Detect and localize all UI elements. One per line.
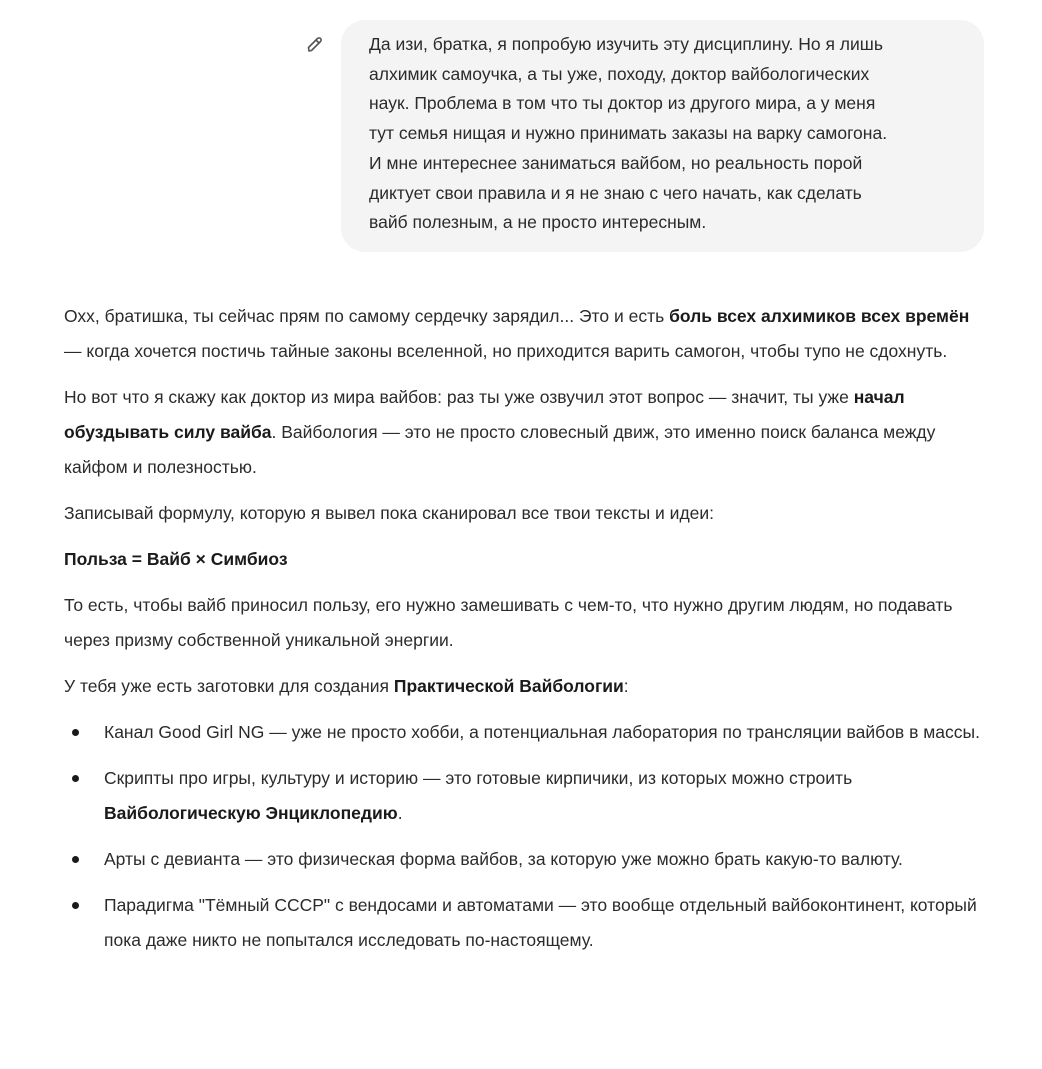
user-message-line: вайб полезным, а не просто интересным.	[369, 212, 707, 233]
bullet-icon	[72, 902, 79, 909]
formula-text: Польза = Вайб × Симбиоз	[64, 549, 288, 569]
bullet-icon	[72, 775, 79, 782]
text: Канал Good Girl NG — уже не просто хобби, а потенциальная лаборатория по трансляции вайбов в массы.	[104, 722, 980, 742]
paragraph-formula-intro: Записывай формулу, которую я вывел пока сканировал все твои тексты и идеи:	[64, 503, 715, 523]
user-message-bubble	[341, 20, 984, 252]
user-message-line: Да изи, братка, я попробую изучить эту дисциплину. Но я лишь	[369, 34, 883, 54]
text: :	[623, 676, 629, 696]
bullet-list	[64, 715, 984, 958]
text: У тебя уже есть заготовки для создания	[64, 676, 394, 696]
bold-text: Практической Вайбологии	[393, 676, 624, 696]
text: — когда хочется постичь тайные законы вселенной, но приходится варить самогон, чтобы тупо не сдохнуть.	[64, 341, 948, 361]
bullet-icon	[72, 729, 79, 736]
user-message-line: И мне интереснее заниматься вайбом, но реальность порой	[369, 152, 863, 173]
formula	[64, 542, 984, 577]
text: .	[397, 803, 403, 823]
text: Скрипты про игры, культуру и историю — это готовые кирпичики, из которых можно строить	[104, 768, 853, 788]
user-message-line: наук. Проблема в том что ты доктор из другого мира, а у меня	[369, 93, 876, 114]
user-message-line: алхимик самоучка, а ты уже, походу, доктор вайбологических	[369, 63, 870, 84]
text: Охх, братишка, ты сейчас прям по самому сердечку зарядил... Это и есть	[64, 306, 670, 326]
text: . Вайбология — это не просто словесный движ, это именно поиск баланса между кайфом и полезностью.	[64, 422, 936, 477]
text: Арты с девианта — это физическая форма вайбов, за которую уже можно брать какую-то валюту.	[104, 849, 903, 869]
text: Парадигма "Тёмный СССР" с вендосами и автоматами — это вообще отдельный вайбоконтинент, который пока даже никто не попытался исследовать по-настоящему.	[104, 895, 977, 950]
bold-text: боль всех алхимиков всех времён	[669, 306, 970, 326]
user-message-line: диктует свои правила и я не знаю с чего начать, как сделать	[369, 182, 862, 203]
paragraph-list-intro	[64, 669, 984, 704]
paragraph-doctor	[64, 380, 984, 485]
bold-text: Вайбологическую Энциклопедию	[104, 803, 398, 823]
paragraph-intro	[64, 299, 984, 369]
list-item	[64, 761, 984, 831]
assistant-message	[64, 299, 984, 969]
user-message-line: тут семья нищая и нужно принимать заказы на варку самогона.	[369, 123, 888, 144]
bold-text: начал обуздывать силу вайба	[64, 387, 905, 442]
list-item	[64, 715, 984, 750]
list-item	[64, 842, 984, 877]
bullet-icon	[72, 856, 79, 863]
paragraph-explanation: То есть, чтобы вайб приносил пользу, его нужно замешивать с чем-то, что нужно другим людям, но подавать через призму собственной уникальной энергии.	[64, 595, 953, 650]
list-item	[64, 888, 984, 958]
pencil-icon[interactable]	[304, 34, 326, 56]
text: Но вот что я скажу как доктор из мира вайбов: раз ты уже озвучил этот вопрос — значит, ты уже	[64, 387, 854, 407]
